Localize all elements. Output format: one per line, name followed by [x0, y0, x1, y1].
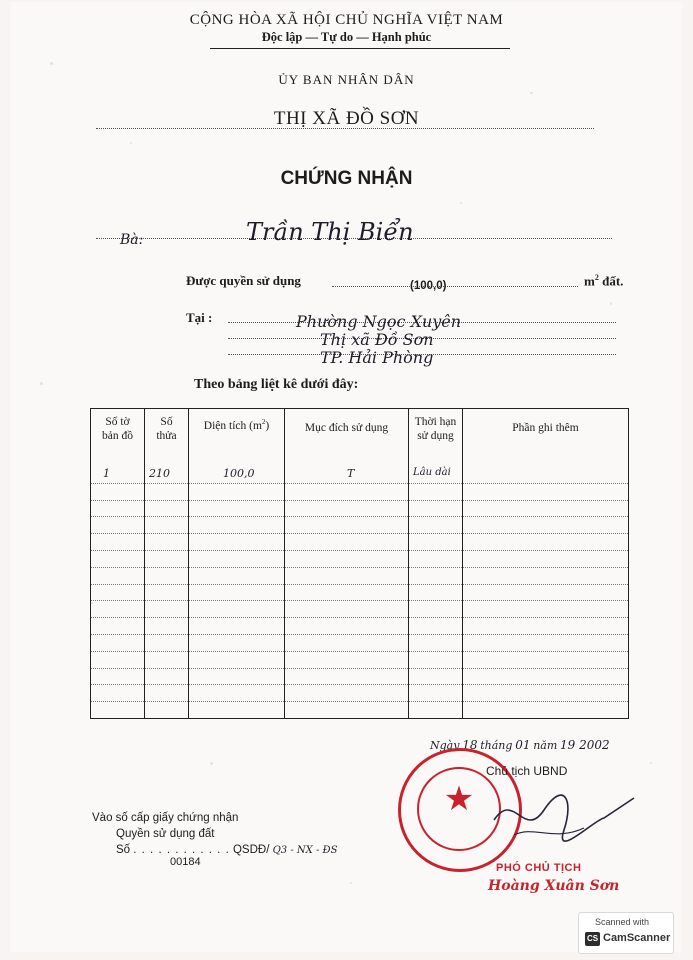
camscanner-app-name: CamScanner	[603, 932, 671, 944]
header-purpose: Mục đích sử dụng	[285, 409, 409, 468]
header-area: Diện tích $(m^2)$	[189, 409, 285, 468]
holder-name: Trần Thị Biển	[246, 218, 414, 246]
table-row	[91, 467, 629, 483]
registry-number-line: Số . . . . . . . . . . . . QSDĐ/ Q3 - NX - ĐS	[116, 844, 338, 856]
table-row	[91, 534, 629, 551]
table-row	[91, 517, 629, 534]
table-row	[91, 634, 629, 651]
list-intro: Theo bảng liệt kê dưới đây:	[194, 377, 359, 392]
location-label: Tại :	[186, 310, 213, 325]
camscanner-badge	[578, 912, 674, 954]
table-row	[91, 500, 629, 517]
registry-middle: QSDĐ/	[232, 844, 270, 856]
stamp-role-label: PHÓ CHỦ TỊCH	[496, 862, 582, 874]
table-row	[91, 567, 629, 584]
table-row	[91, 601, 629, 618]
area-value: (100,0)	[410, 280, 447, 292]
nation-heading: CỘNG HÒA XÃ HỘI CHỦ NGHĨA VIỆT NAM	[189, 12, 504, 28]
month-label: tháng	[480, 739, 513, 752]
holder-label: Bà:	[120, 232, 144, 248]
header-parcel-number: Số thửa	[145, 409, 189, 468]
table-row	[91, 483, 629, 500]
day-label: Ngày	[430, 739, 460, 752]
registry-number: 00184	[170, 856, 201, 868]
location-town: Thị xã Đồ Sơn	[320, 330, 434, 349]
motto-underline	[210, 48, 510, 49]
cell-notes	[463, 467, 629, 483]
table-row	[91, 651, 629, 668]
committee-label: ỦY BAN NHÂN DÂN	[278, 72, 415, 87]
table-row	[91, 584, 629, 601]
table-header-row	[91, 409, 629, 468]
table-row	[91, 702, 629, 719]
month-value: 01	[515, 738, 531, 752]
location-city: TP. Hải Phòng	[320, 348, 434, 367]
area-unit: $m^2$ đất.	[584, 273, 624, 289]
star-emblem-icon: ★	[443, 781, 475, 818]
header-term: Thời hạn sử dụng	[409, 409, 463, 468]
cell-area: 100,0	[189, 467, 285, 483]
table-row	[91, 668, 629, 685]
table-row	[91, 685, 629, 702]
cell-term: Lâu dài	[409, 467, 463, 483]
land-parcel-table	[90, 408, 629, 719]
location-ward: Phường Ngọc Xuyên	[296, 312, 462, 331]
cell-map-sheet: 1	[91, 467, 145, 483]
registry-line-1: Vào số cấp giấy chứng nhận	[92, 812, 239, 824]
cell-purpose: T	[285, 467, 409, 483]
registry-prefix: Số	[116, 844, 131, 856]
area-dotted-line	[332, 286, 578, 287]
motto: Độc lập — Tự do — Hạnh phúc	[261, 30, 432, 44]
header-map-sheet: Số tờ bản đồ	[91, 409, 145, 468]
cell-parcel-number: 210	[145, 467, 189, 483]
signature-scribble	[484, 780, 644, 852]
year-label: năm	[533, 739, 558, 752]
town-name: THỊ XÃ ĐỒ SƠN	[273, 108, 420, 129]
table-row	[91, 618, 629, 635]
header-notes: Phần ghi thêm	[463, 409, 629, 468]
registry-suffix: Q3 - NX - ĐS	[272, 845, 338, 856]
registry-line-2: Quyền sử dụng đất	[116, 828, 215, 840]
scanned-with-text: Scanned with	[595, 917, 650, 927]
signatory-role: Chủ tịch UBND	[486, 764, 568, 778]
day-value: 18	[462, 738, 478, 752]
certificate-title: CHỨNG NHẬN	[280, 168, 413, 189]
signatory-name: Hoàng Xuân Sơn	[488, 878, 620, 894]
right-label: Được quyền sử dụng	[186, 273, 301, 288]
camscanner-logo-icon: CS	[585, 932, 600, 946]
year-value: 19 2002	[560, 738, 610, 752]
table-row	[91, 550, 629, 567]
